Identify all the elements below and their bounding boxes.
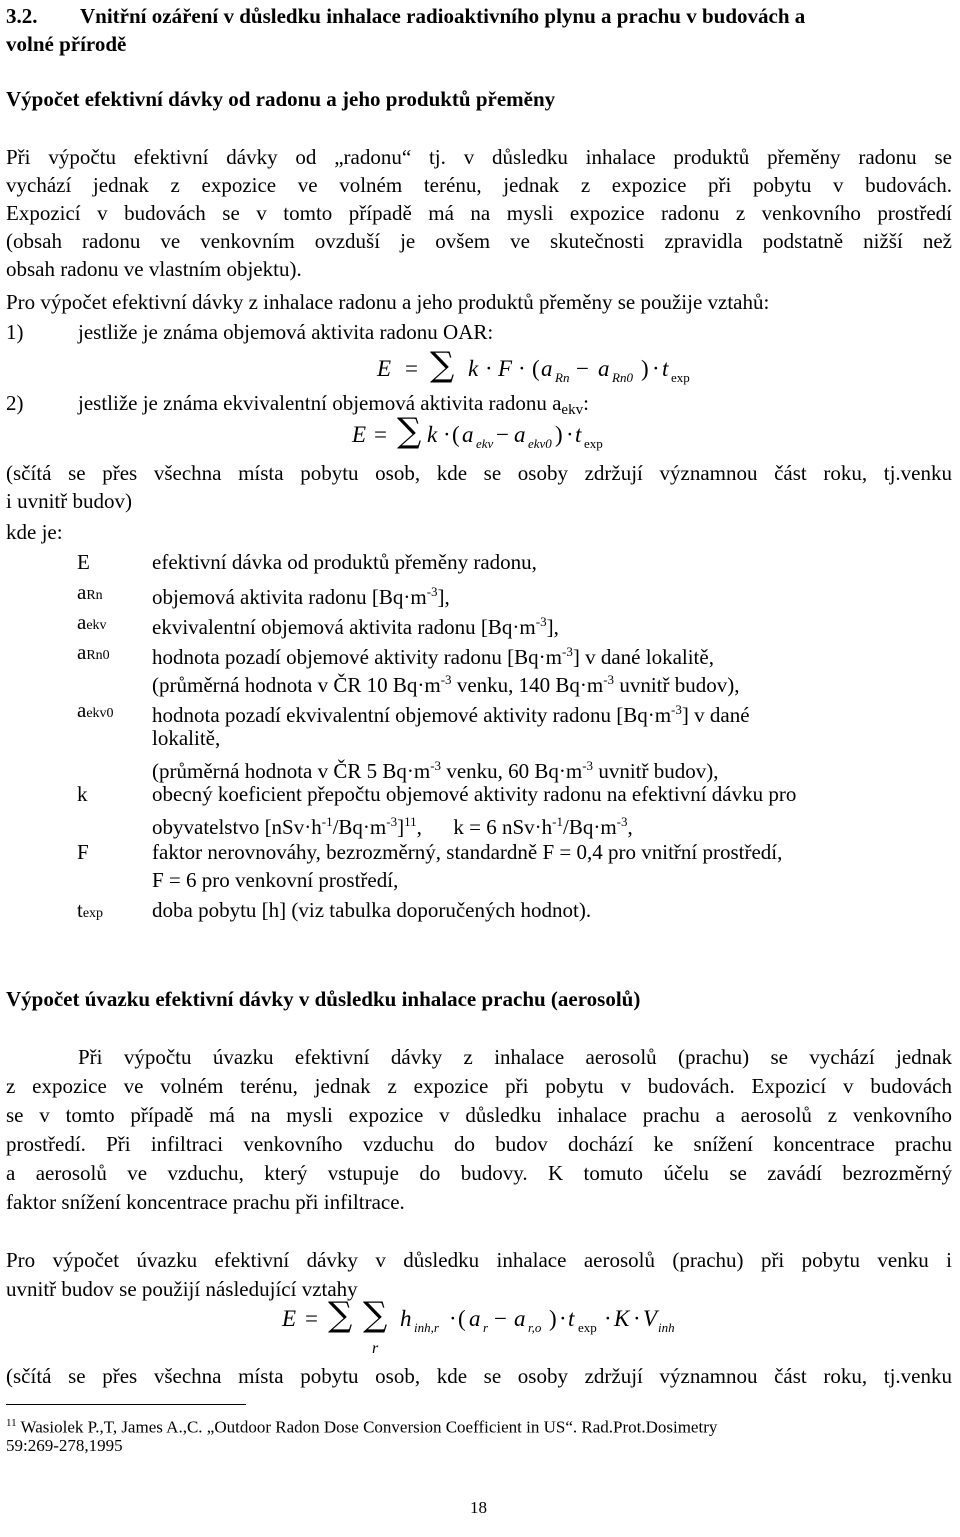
def-text-F-1: faktor nerovnováhy, bezrozměrný, standardně F = 0,4 pro vnitřní prostředí, bbox=[152, 840, 783, 864]
def-sym-aekv0 bbox=[77, 696, 114, 728]
s2-para1-line3: se v tomto případě má na mysli expozice v důsledku inhalace prachu a aerosolů z venkovního bbox=[6, 1103, 952, 1127]
def-sym-texp bbox=[77, 896, 103, 928]
f1-lparen: ( bbox=[532, 356, 540, 381]
def-sym-aRn0-main: a bbox=[77, 640, 87, 664]
para1-line3: Expozicí v budovách se v tomto případě má na mysli expozice radonu z venkovního prostředí bbox=[6, 201, 952, 225]
footnote-text1: Wasiolek P.,T, James A.,C. „Outdoor Radon Dose Conversion Coefficient in US“. Rad.Prot.Dosimetry bbox=[16, 1417, 718, 1437]
superscript: -3 bbox=[426, 584, 438, 599]
superscript: -3 bbox=[616, 814, 628, 829]
f2-t: t bbox=[575, 422, 582, 447]
def-text-aekv0-1: hodnota pozadí ekvivalentní objemové aktivity radonu $[Bq\cdot m^{-3}]$ v dané bbox=[152, 702, 750, 727]
f3-dot3: · bbox=[604, 1306, 612, 1331]
s2-para1-line4: prostředí. Při infiltraci venkovního vzduchu do budov dochází ke snížení koncentrace prachu bbox=[6, 1132, 952, 1156]
f2-a2-sub: ekv0 bbox=[528, 436, 552, 451]
f1-rparen: ) bbox=[641, 356, 649, 381]
def-sym-texp-main: t bbox=[77, 898, 83, 922]
f2-lparen: ( bbox=[452, 422, 460, 447]
subsection1-heading: Výpočet efektivní dávky od radonu a jeho produktů přeměny bbox=[6, 87, 556, 111]
f3-t-sub: exp bbox=[578, 1320, 597, 1335]
s2-para1-line6: faktor snížení koncentrace prachu při infiltrace. bbox=[6, 1190, 405, 1214]
footnote-mark: 11 bbox=[6, 1417, 17, 1429]
s2-para1-line2: z expozice ve volném terénu, jednak z expozice při pobytu v budovách. Expozicí v budovách bbox=[6, 1074, 952, 1098]
footnote-separator bbox=[6, 1404, 246, 1405]
def-sym-k bbox=[77, 780, 88, 808]
f1-minus: − bbox=[576, 356, 589, 381]
f3-h: h bbox=[400, 1306, 412, 1331]
f2-a2: a bbox=[514, 422, 526, 447]
f3-sum1: ∑ bbox=[328, 1295, 353, 1335]
def-sym-aRn-main: a bbox=[77, 580, 87, 604]
f2-rparen: ) bbox=[555, 422, 563, 447]
para1-line4: (obsah radonu ve venkovním ovzduší je ovšem ve skutečnosti zpravidla podstatně nižší než bbox=[6, 229, 952, 253]
def-sym-E-main: E bbox=[77, 550, 90, 574]
f2-k: k bbox=[427, 422, 438, 447]
s2-para1-line5: a aerosolů ve vzduchu, který vstupuje do budovy. K tomuto účelu se zavádí bezrozměrný bbox=[6, 1161, 952, 1185]
f3-dot1: · bbox=[449, 1306, 457, 1331]
subsection2-heading: Výpočet úvazku efektivní dávky v důsledku inhalace prachu (aerosolů) bbox=[6, 987, 641, 1011]
f3-E: E bbox=[282, 1306, 297, 1331]
para1-line1: Při výpočtu efektivní dávky od „radonu“ tj. v důsledku inhalace produktů přeměny radonu se bbox=[6, 145, 952, 169]
f3-h-sub: inh,r bbox=[414, 1320, 439, 1335]
f1-F: F bbox=[498, 356, 513, 381]
section-number: 3.2. bbox=[6, 4, 38, 28]
superscript: 11 bbox=[404, 814, 417, 829]
f2-minus: − bbox=[496, 422, 509, 447]
def-sym-aekv-main: a bbox=[77, 610, 87, 634]
def-text-k-1: obecný koeficient přepočtu objemové aktivity radonu na efektivní dávku pro bbox=[152, 782, 797, 806]
footnote-line2: 59:269-278,1995 bbox=[6, 1436, 123, 1455]
f2-dot2: · bbox=[566, 422, 574, 447]
formula-3 bbox=[0, 1295, 960, 1362]
def-sym-E bbox=[77, 548, 90, 576]
f1-t-sub: exp bbox=[671, 370, 690, 385]
where-label: kde je: bbox=[6, 520, 63, 544]
item1-number: 1) bbox=[6, 320, 24, 344]
item2-text-main: jestliže je známa ekvivalentní objemová aktivita radonu a bbox=[78, 391, 562, 415]
def-text-k-2: obyvatelstvo $[nSv\cdot h^{-1}/Bq\cdot m^{-3}]^{11}$, k = 6 $nSv\cdot h^{-1}/Bq\cdot m^{-3}$, bbox=[152, 814, 633, 839]
superscript: -1 bbox=[552, 814, 563, 829]
para1-line2: vychází jednak z expozice ve volném terénu, jednak z expozice při pobytu v budovách. bbox=[6, 173, 952, 197]
def-sym-aekv-sub: ekv bbox=[86, 618, 107, 633]
f3-a1: a bbox=[469, 1306, 481, 1331]
f1-E: E bbox=[377, 356, 392, 381]
f1-dot1: · bbox=[485, 356, 493, 381]
f3-dot4: · bbox=[633, 1306, 641, 1331]
def-text-aRn-1: objemová aktivita radonu $[Bq\cdot m^{-3}]$, bbox=[152, 584, 450, 609]
def-sym-aRn-sub: Rn bbox=[86, 588, 103, 603]
f1-k: k bbox=[468, 356, 479, 381]
def-text-aekv0-3: (průměrná hodnota v ČR 5 $Bq\cdot m^{-3}$ venku, 60 $Bq\cdot m^{-3}$ uvnitř budov), bbox=[152, 758, 719, 783]
def-sym-F-main: F bbox=[77, 840, 89, 864]
def-sym-aekv0-sub: ekv0 bbox=[86, 706, 114, 721]
para1-line5: obsah radonu ve vlastním objektu). bbox=[6, 257, 302, 281]
f2-t-sub: exp bbox=[584, 436, 603, 451]
superscript: -3 bbox=[603, 672, 615, 687]
f3-eq: = bbox=[305, 1306, 318, 1331]
para2: Pro výpočet efektivní dávky z inhalace radonu a jeho produktů přeměny se použije vztahů: bbox=[6, 290, 770, 314]
s2-para1-line1: Při výpočtu úvazku efektivní dávky z inhalace aerosolů (prachu) se vychází jednak bbox=[78, 1045, 952, 1069]
superscript: -1 bbox=[321, 814, 333, 829]
def-sym-F bbox=[77, 838, 89, 866]
def-text-aekv-1: ekvivalentní objemová aktivita radonu $[Bq\cdot m^{-3}]$, bbox=[152, 614, 559, 639]
def-sym-k-main: k bbox=[77, 782, 88, 806]
item2-text-sub: ekv bbox=[561, 402, 584, 418]
f3-a1-sub: r bbox=[483, 1320, 489, 1335]
definitions-list bbox=[0, 548, 960, 928]
def-sym-aekv0-main: a bbox=[77, 698, 87, 722]
superscript: -3 bbox=[440, 672, 452, 687]
def-text-aRn0-1: hodnota pozadí objemové aktivity radonu $[Bq\cdot m^{-3}]$ v dané lokalitě, bbox=[152, 644, 714, 669]
def-sym-aekv bbox=[77, 608, 107, 640]
def-sym-aRn bbox=[77, 578, 103, 610]
f3-K: K bbox=[614, 1306, 630, 1331]
f3-sum2: ∑ bbox=[363, 1295, 388, 1335]
formula-1 bbox=[0, 345, 960, 390]
f3-dot2: · bbox=[559, 1306, 567, 1331]
f1-a1: a bbox=[541, 356, 553, 381]
def-text-aekv0-2: lokalitě, bbox=[152, 726, 221, 750]
f2-dot1: · bbox=[443, 422, 451, 447]
note1-line2: i uvnitř budov) bbox=[6, 489, 132, 513]
section-title-line1: Vnitřní ozáření v důsledku inhalace radioaktivního plynu a prachu v budovách a bbox=[80, 4, 806, 28]
def-text-texp-1: doba pobytu [h] (viz tabulka doporučených hodnot). bbox=[152, 898, 592, 922]
f1-dot2: · bbox=[518, 356, 526, 381]
f3-t: t bbox=[568, 1306, 575, 1331]
page-number: 18 bbox=[470, 1498, 487, 1517]
superscript: -3 bbox=[535, 614, 547, 629]
f1-a2-sub: Rn0 bbox=[612, 370, 633, 385]
note2-line1: (sčítá se přes všechna místa pobytu osob, kde se osoby zdržují významnou část roku, tj.venku bbox=[6, 1364, 952, 1388]
s2-para2-line1: Pro výpočet úvazku efektivní dávky v důsledku inhalace aerosolů (prachu) při pobytu venku i bbox=[6, 1248, 952, 1272]
f2-a1: a bbox=[462, 422, 474, 447]
note1-line1: (sčítá se přes všechna místa pobytu osob, kde se osoby zdržují významnou část roku, tj.venku bbox=[6, 461, 952, 485]
f1-a2: a bbox=[598, 356, 610, 381]
superscript: -3 bbox=[671, 702, 682, 717]
def-sym-texp-sub: exp bbox=[82, 906, 104, 921]
f3-r-under: r bbox=[372, 1340, 379, 1357]
f2-a1-sub: ekv bbox=[476, 436, 494, 451]
f3-V: V bbox=[643, 1306, 658, 1331]
f2-E: E bbox=[352, 422, 367, 447]
f1-a1-sub: Rn bbox=[555, 370, 570, 385]
f2-sum: ∑ bbox=[397, 411, 422, 451]
f3-a2-sub: r,o bbox=[528, 1320, 542, 1335]
def-sym-aRn0-sub: Rn0 bbox=[86, 648, 110, 663]
item1-text: jestliže je známa objemová aktivita radonu OAR: bbox=[78, 320, 494, 344]
f2-eq: = bbox=[374, 422, 387, 447]
f3-lparen: ( bbox=[458, 1306, 466, 1331]
f1-sum: ∑ bbox=[430, 345, 455, 385]
s2-para2-line2: uvnitř budov se použijí následující vztahy bbox=[6, 1277, 358, 1301]
f1-dot3: · bbox=[652, 356, 660, 381]
def-text-E-1: efektivní dávka od produktů přeměny radonu, bbox=[152, 550, 537, 574]
formula-2 bbox=[0, 411, 960, 456]
item2-text-end: : bbox=[583, 391, 589, 415]
f1-eq: = bbox=[405, 356, 418, 381]
f1-t: t bbox=[662, 356, 669, 381]
f3-V-sub: inh bbox=[658, 1320, 675, 1335]
def-text-F-2: F = 6 pro venkovní prostředí, bbox=[152, 868, 399, 892]
item2-number: 2) bbox=[6, 391, 24, 415]
superscript: -3 bbox=[582, 758, 594, 773]
superscript: -3 bbox=[562, 644, 573, 659]
superscript: -3 bbox=[430, 758, 442, 773]
section-title-line2: volné přírodě bbox=[6, 32, 127, 56]
def-text-aRn0-2: (průměrná hodnota v ČR 10 $Bq\cdot m^{-3}$ venku, 140 $Bq\cdot m^{-3}$ uvnitř budov), bbox=[152, 672, 740, 697]
f3-minus: − bbox=[494, 1306, 507, 1331]
f3-a2: a bbox=[514, 1306, 526, 1331]
superscript: -3 bbox=[386, 814, 398, 829]
f3-rparen: ) bbox=[549, 1306, 557, 1331]
def-sym-aRn0 bbox=[77, 638, 110, 670]
